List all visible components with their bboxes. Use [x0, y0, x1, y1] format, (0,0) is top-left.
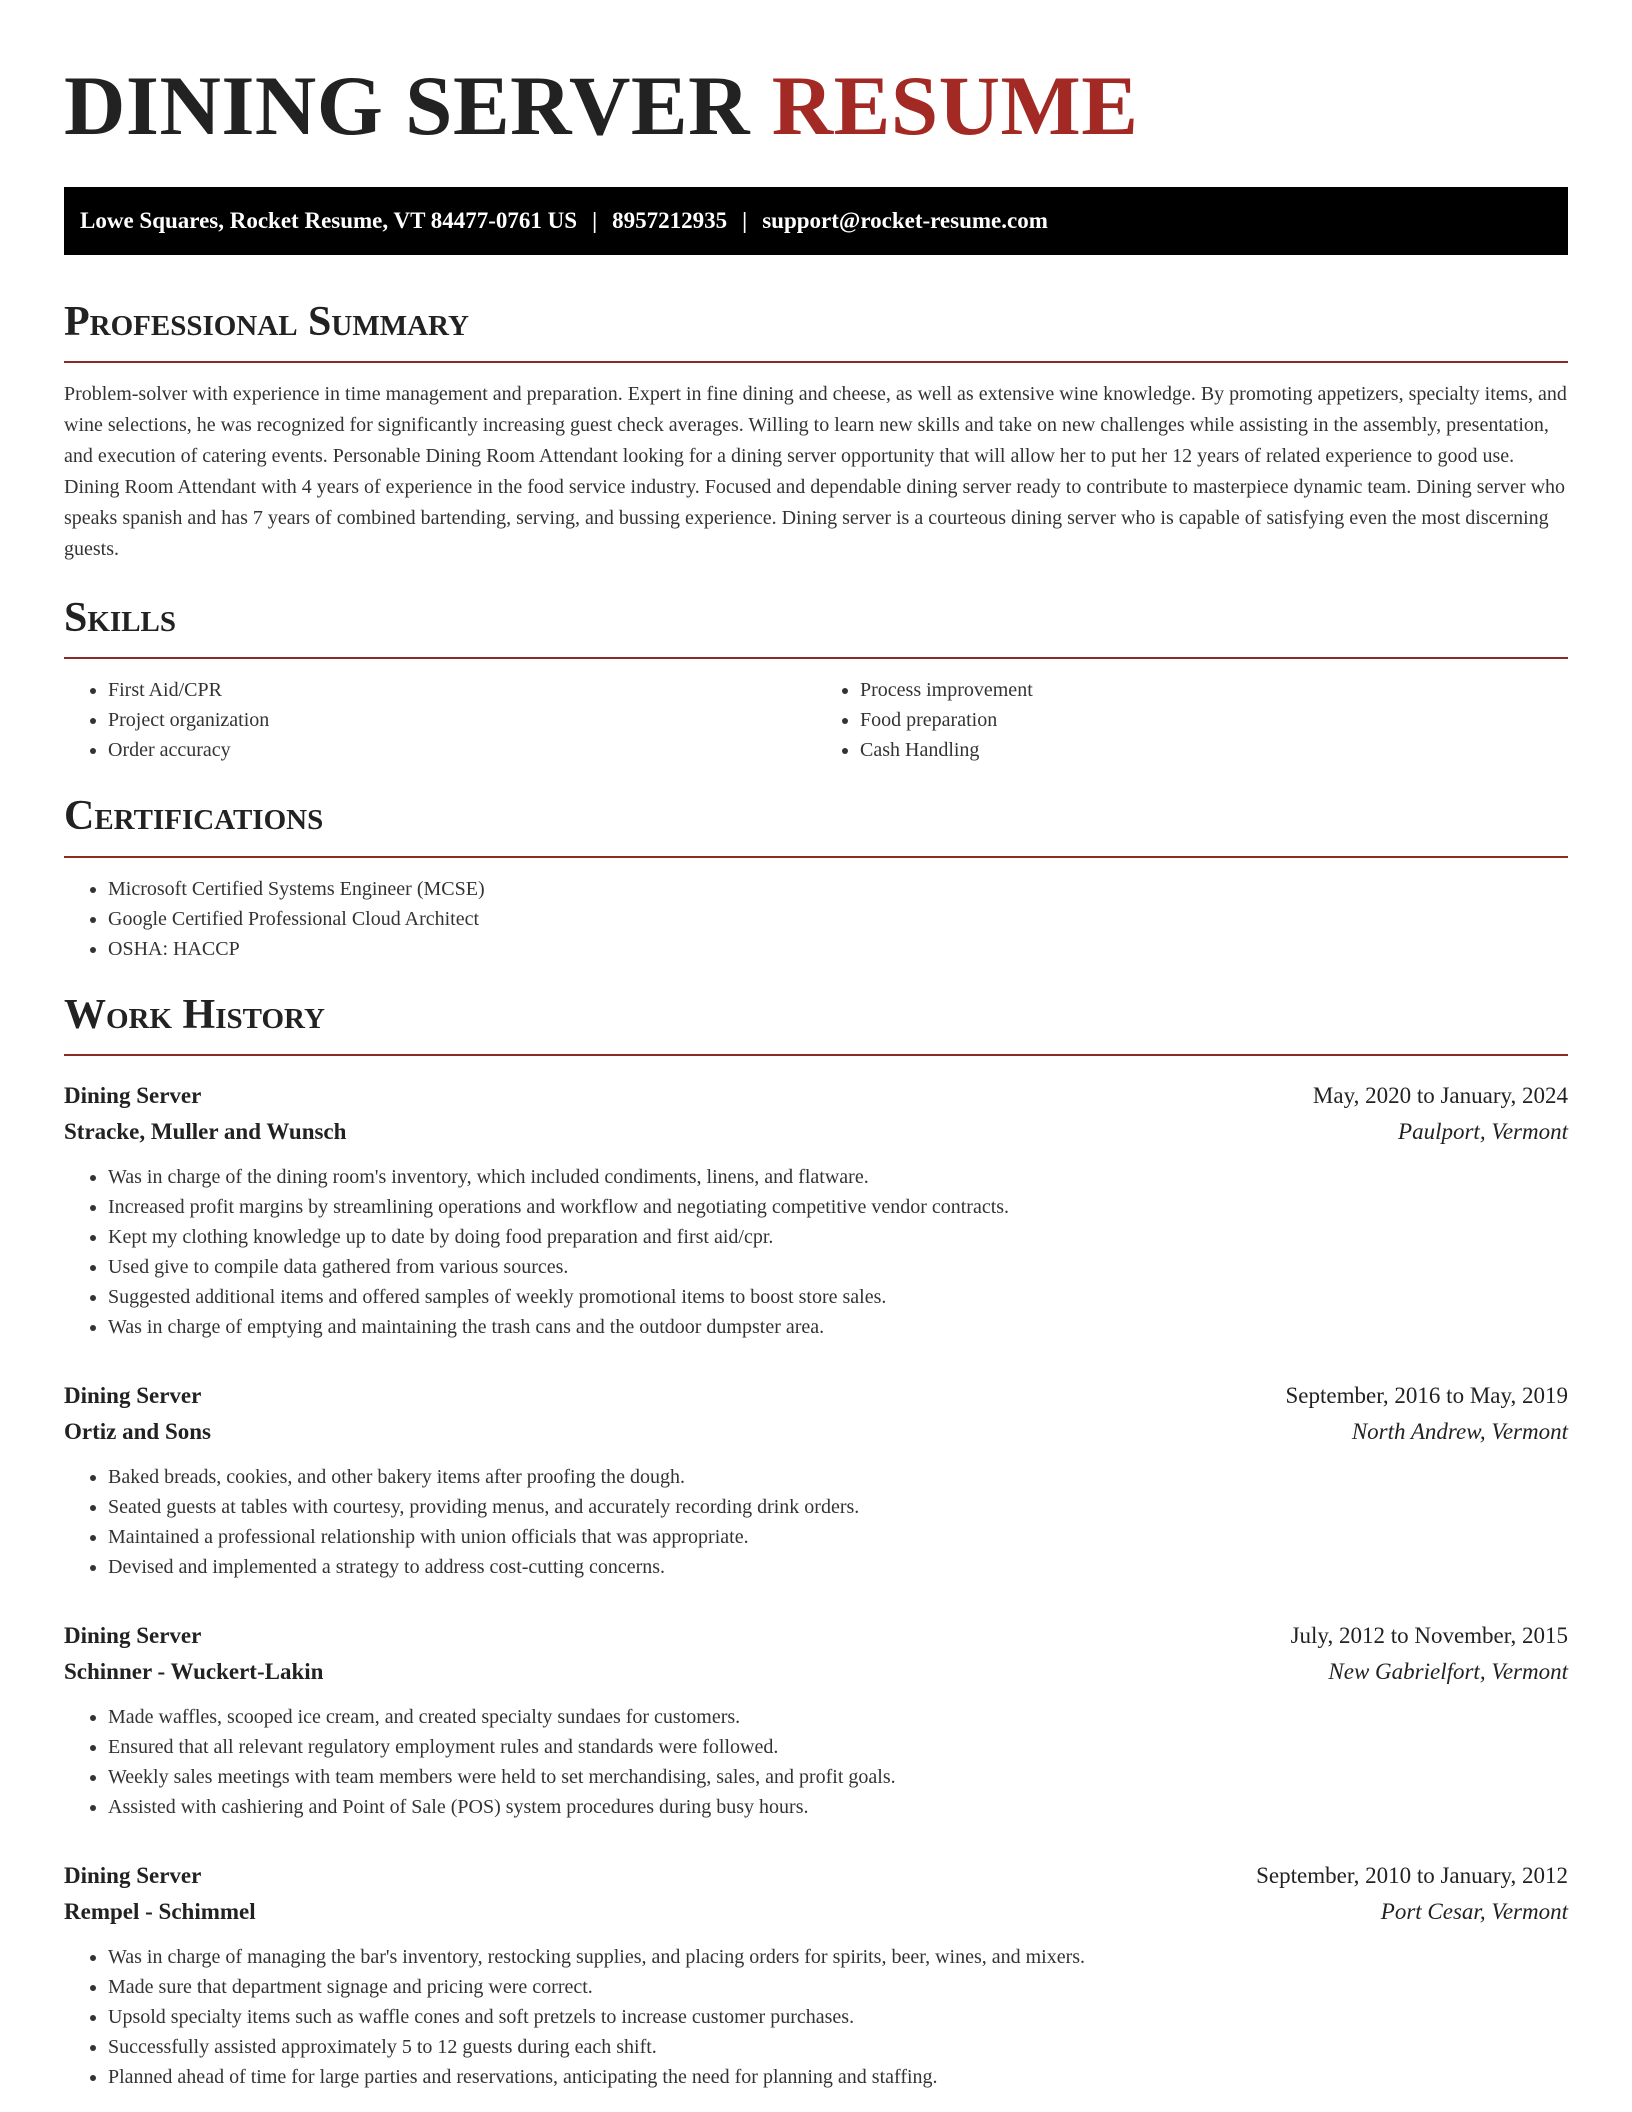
job-entry	[64, 1618, 1568, 1822]
skill-item: • Order accuracy	[108, 735, 816, 765]
contact-bar	[64, 187, 1568, 255]
skill-item: • Food preparation	[860, 705, 1568, 735]
title-accent: RESUME	[771, 59, 1139, 153]
duty-item: • Increased profit margins by streamlining operations and workflow and negotiating competitive vendor contracts.	[108, 1192, 1568, 1222]
duty-item: • Made waffles, scooped ice cream, and created specialty sundaes for customers.	[108, 1702, 1568, 1732]
duty-item: • Kept my clothing knowledge up to date by doing food preparation and first aid/cpr.	[108, 1222, 1568, 1252]
skill-item: • Project organization	[108, 705, 816, 735]
duty-item: • Suggested additional items and offered samples of weekly promotional items to boost store sales.	[108, 1282, 1568, 1312]
certifications-heading: Certifications	[64, 793, 324, 840]
job-header-row	[64, 1858, 1568, 1894]
job-title: Dining Server	[64, 1862, 202, 1888]
job-entry	[64, 1078, 1568, 1342]
skills-section	[64, 595, 1568, 765]
job-title: Dining Server	[64, 1382, 202, 1408]
job-location: New Gabrielfort, Vermont	[1328, 1658, 1568, 1684]
contact-separator: |	[742, 208, 748, 233]
skills-grid	[64, 659, 1568, 765]
summary-section	[64, 299, 1568, 565]
job-title: Dining Server	[64, 1622, 202, 1648]
job-dates: July, 2012 to November, 2015	[1290, 1622, 1568, 1648]
job-company-row	[64, 1654, 1568, 1690]
skill-item: • Process improvement	[860, 675, 1568, 705]
section-divider	[64, 1054, 1568, 1056]
duty-item: • Successfully assisted approximately 5 to 12 guests during each shift.	[108, 2032, 1568, 2062]
skills-list-left	[64, 675, 816, 765]
duty-item: • Was in charge of managing the bar's inventory, restocking supplies, and placing orders for spirits, beer, wines, and mixers.	[108, 1942, 1568, 1972]
job-location: Paulport, Vermont	[1398, 1118, 1568, 1144]
job-location: North Andrew, Vermont	[1351, 1418, 1568, 1444]
job-company-row	[64, 1114, 1568, 1150]
duty-item: • Made sure that department signage and pricing were correct.	[108, 1972, 1568, 2002]
job-header-row	[64, 1078, 1568, 1114]
job-company-row	[64, 1894, 1568, 1930]
job-dates: September, 2010 to January, 2012	[1256, 1862, 1568, 1888]
job-company: Ortiz and Sons	[64, 1418, 211, 1444]
certification-item: • OSHA: HACCP	[108, 934, 1568, 964]
duty-item: • Planned ahead of time for large parties and reservations, anticipating the need for planning and staffing.	[108, 2062, 1568, 2092]
job-entry	[64, 1378, 1568, 1582]
duty-item: • Ensured that all relevant regulatory employment rules and standards were followed.	[108, 1732, 1568, 1762]
work-history-section	[64, 992, 1568, 2092]
duty-item: • Was in charge of emptying and maintaining the trash cans and the outdoor dumpster area.	[108, 1312, 1568, 1342]
summary-text: Problem-solver with experience in time management and preparation. Expert in fine dining and cheese, as well as extensive wine knowledge. By promoting appetizers, specialty items, and wine selections, he was recognized for significantly increasing guest check averages. Willing to learn new skills and take on new challenges while assisting in the assembly, presentation, and execution of catering events. Personable Dining Room Attendant looking for a dining server opportunity that will allow her to put her 12 years of related experience to good use. Dining Room Attendant with 4 years of experience in the food service industry. Focused and dependable dining server ready to contribute to masterpiece dynamic team. Dining server who speaks spanish and has 7 years of combined bartending, serving, and bussing experience. Dining server is a courteous dining server who is capable of satisfying even the most discerning guests.	[64, 383, 1567, 561]
job-duties	[64, 1462, 1568, 1582]
job-header-row	[64, 1378, 1568, 1414]
resume-title	[64, 59, 1568, 153]
job-entry	[64, 1858, 1568, 2092]
duty-item: • Was in charge of the dining room's inventory, which included condiments, linens, and flatware.	[108, 1162, 1568, 1192]
work-history-heading: Work History	[64, 991, 325, 1038]
job-dates: September, 2016 to May, 2019	[1285, 1382, 1568, 1408]
contact-email: support@rocket-resume.com	[762, 208, 1048, 233]
job-duties	[64, 1702, 1568, 1822]
certification-item: • Google Certified Professional Cloud Architect	[108, 904, 1568, 934]
job-duties	[64, 1942, 1568, 2092]
duty-item: • Assisted with cashiering and Point of Sale (POS) system procedures during busy hours.	[108, 1792, 1568, 1822]
job-company: Stracke, Muller and Wunsch	[64, 1118, 347, 1144]
job-company-row	[64, 1414, 1568, 1450]
duty-item: • Devised and implemented a strategy to address cost-cutting concerns.	[108, 1552, 1568, 1582]
job-header-row	[64, 1618, 1568, 1654]
job-title: Dining Server	[64, 1082, 202, 1108]
certifications-section	[64, 793, 1568, 963]
certifications-list	[64, 874, 1568, 964]
skills-heading: Skills	[64, 595, 177, 642]
duty-item: • Baked breads, cookies, and other bakery items after proofing the dough.	[108, 1462, 1568, 1492]
contact-address: Lowe Squares, Rocket Resume, VT 84477-0761 US	[80, 208, 578, 233]
summary-heading: Professional Summary	[64, 299, 469, 345]
title-main: DINING SERVER	[64, 59, 751, 153]
duty-item: • Weekly sales meetings with team members were held to set merchandising, sales, and profit goals.	[108, 1762, 1568, 1792]
job-location: Port Cesar, Vermont	[1380, 1898, 1568, 1924]
certification-item: • Microsoft Certified Systems Engineer (MCSE)	[108, 874, 1568, 904]
duty-item: • Seated guests at tables with courtesy, providing menus, and accurately recording drink orders.	[108, 1492, 1568, 1522]
contact-phone: 8957212935	[612, 208, 728, 233]
duty-item: • Maintained a professional relationship with union officials that was appropriate.	[108, 1522, 1568, 1552]
job-company: Rempel - Schimmel	[64, 1898, 256, 1924]
job-dates: May, 2020 to January, 2024	[1312, 1082, 1568, 1108]
duty-item: • Used give to compile data gathered from various sources.	[108, 1252, 1568, 1282]
skill-item: • First Aid/CPR	[108, 675, 816, 705]
skill-item: • Cash Handling	[860, 735, 1568, 765]
job-company: Schinner - Wuckert-Lakin	[64, 1658, 324, 1684]
job-duties	[64, 1162, 1568, 1342]
section-divider	[64, 856, 1568, 858]
duty-item: • Upsold specialty items such as waffle cones and soft pretzels to increase customer purchases.	[108, 2002, 1568, 2032]
section-divider	[64, 361, 1568, 363]
skills-list-right	[816, 675, 1568, 765]
contact-separator: |	[592, 208, 598, 233]
